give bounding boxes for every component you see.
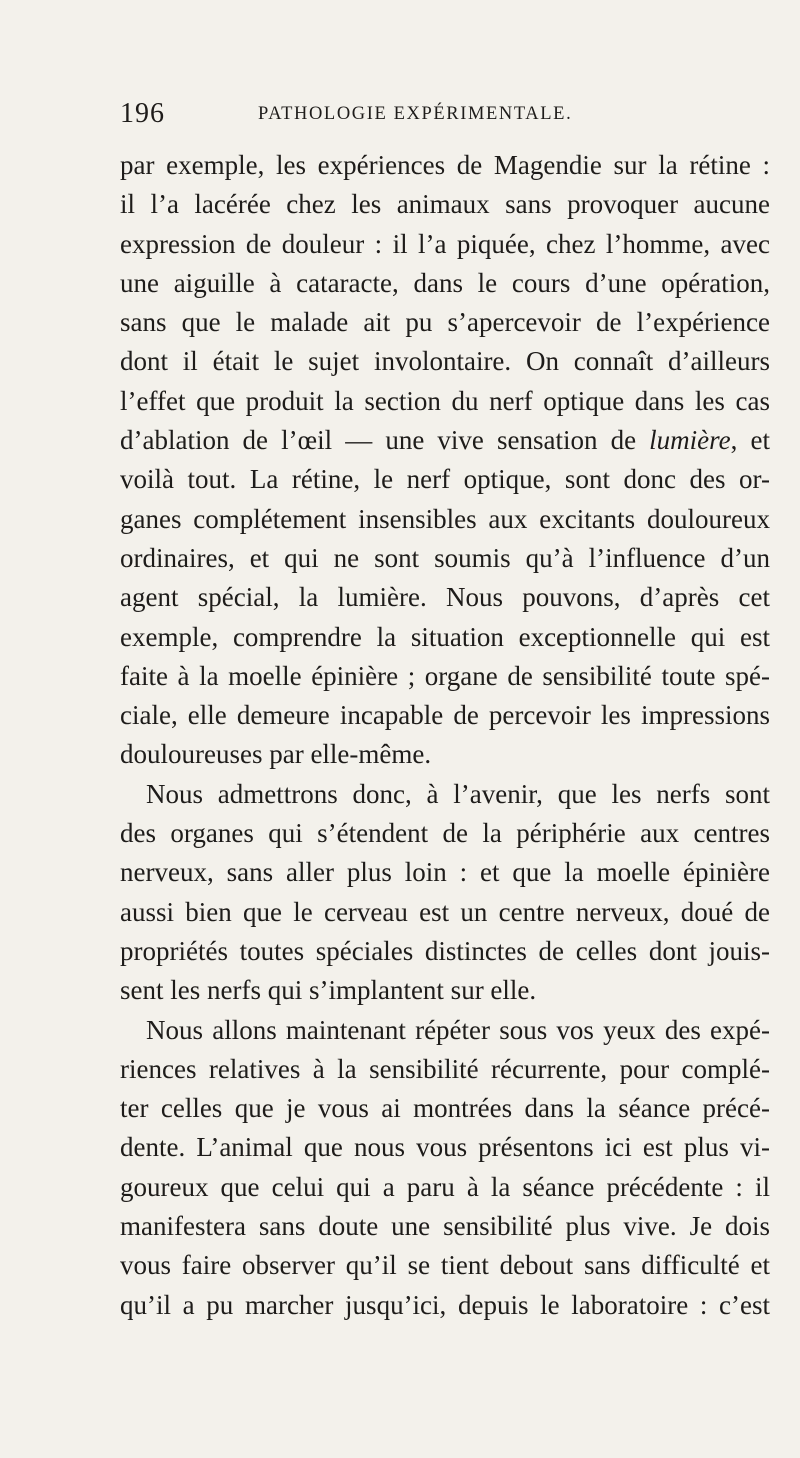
running-title: PATHOLOGIE EXPÉRIMENTALE. bbox=[258, 104, 573, 124]
running-head bbox=[120, 98, 760, 134]
text-line: aussi bien que le cerveau est un centre nerveux, doué de bbox=[120, 896, 770, 927]
text-segment: d’ablation de l’œil — une vive sensation de bbox=[120, 425, 650, 456]
text-line: agent spécial, la lumière. Nous pouvons, d’après cet bbox=[120, 582, 770, 613]
text-line: Nous admettrons donc, à l’avenir, que les nerfs sont bbox=[146, 778, 770, 809]
text-segment: , et bbox=[730, 425, 770, 456]
text-line: douloureuses par elle-même. bbox=[120, 739, 432, 770]
page-number: 196 bbox=[120, 98, 165, 129]
text-line: Nous allons maintenant répéter sous vos yeux des expé- bbox=[146, 1014, 770, 1045]
text-line: expression de douleur : il l’a piquée, chez l’homme, avec bbox=[120, 228, 770, 259]
emphasized-word: lumière bbox=[649, 425, 731, 456]
text-line: faite à la moelle épinière ; organe de sensibilité toute spé- bbox=[120, 660, 770, 691]
body-text bbox=[120, 146, 770, 1325]
text-line: ciale, elle demeure incapable de percevoir les impressions bbox=[120, 700, 770, 731]
text-line: dente. L’animal que nous vous présentons ici est plus vi- bbox=[120, 1132, 770, 1163]
text-line: voilà tout. La rétine, le nerf optique, sont donc des or- bbox=[120, 464, 770, 495]
text-line: exemple, comprendre la situation exceptionnelle qui est bbox=[120, 621, 770, 652]
text-line: ordinaires, et qui ne sont soumis qu’à l’influence d’un bbox=[120, 542, 770, 573]
text-line: manifestera sans doute une sensibilité plus vive. Je dois bbox=[120, 1211, 770, 1242]
text-line: sans que le malade ait pu s’apercevoir de l’expérience bbox=[120, 307, 770, 338]
text-line: des organes qui s’étendent de la périphérie aux centres bbox=[120, 818, 770, 849]
text-line: nerveux, sans aller plus loin : et que la moelle épinière bbox=[120, 857, 770, 888]
text-line: sent les nerfs qui s’implantent sur elle. bbox=[120, 975, 537, 1006]
text-line: goureux que celui qui a paru à la séance précédente : il bbox=[120, 1171, 770, 1202]
text-line: qu’il a pu marcher jusqu’ici, depuis le laboratoire : c’est bbox=[120, 1289, 770, 1320]
text-line: il l’a lacérée chez les animaux sans provoquer aucune bbox=[120, 189, 770, 220]
text-line: une aiguille à cataracte, dans le cours d’une opération, bbox=[120, 267, 770, 298]
text-line bbox=[120, 421, 770, 460]
text-line: propriétés toutes spéciales distinctes de celles dont jouis- bbox=[120, 935, 770, 966]
text-line: dont il était le sujet involontaire. On connaît d’ailleurs bbox=[120, 346, 770, 377]
text-line: riences relatives à la sensibilité récurrente, pour complé- bbox=[120, 1053, 770, 1084]
text-line: l’effet que produit la section du nerf optique dans les cas bbox=[120, 385, 770, 416]
text-line: par exemple, les expériences de Magendie sur la rétine : bbox=[120, 150, 770, 180]
text-line: vous faire observer qu’il se tient debout sans difficulté et bbox=[120, 1250, 770, 1281]
text-line: ter celles que je vous ai montrées dans la séance précé- bbox=[120, 1093, 770, 1124]
text-line: ganes complétement insensibles aux excitants douloureux bbox=[120, 503, 770, 534]
